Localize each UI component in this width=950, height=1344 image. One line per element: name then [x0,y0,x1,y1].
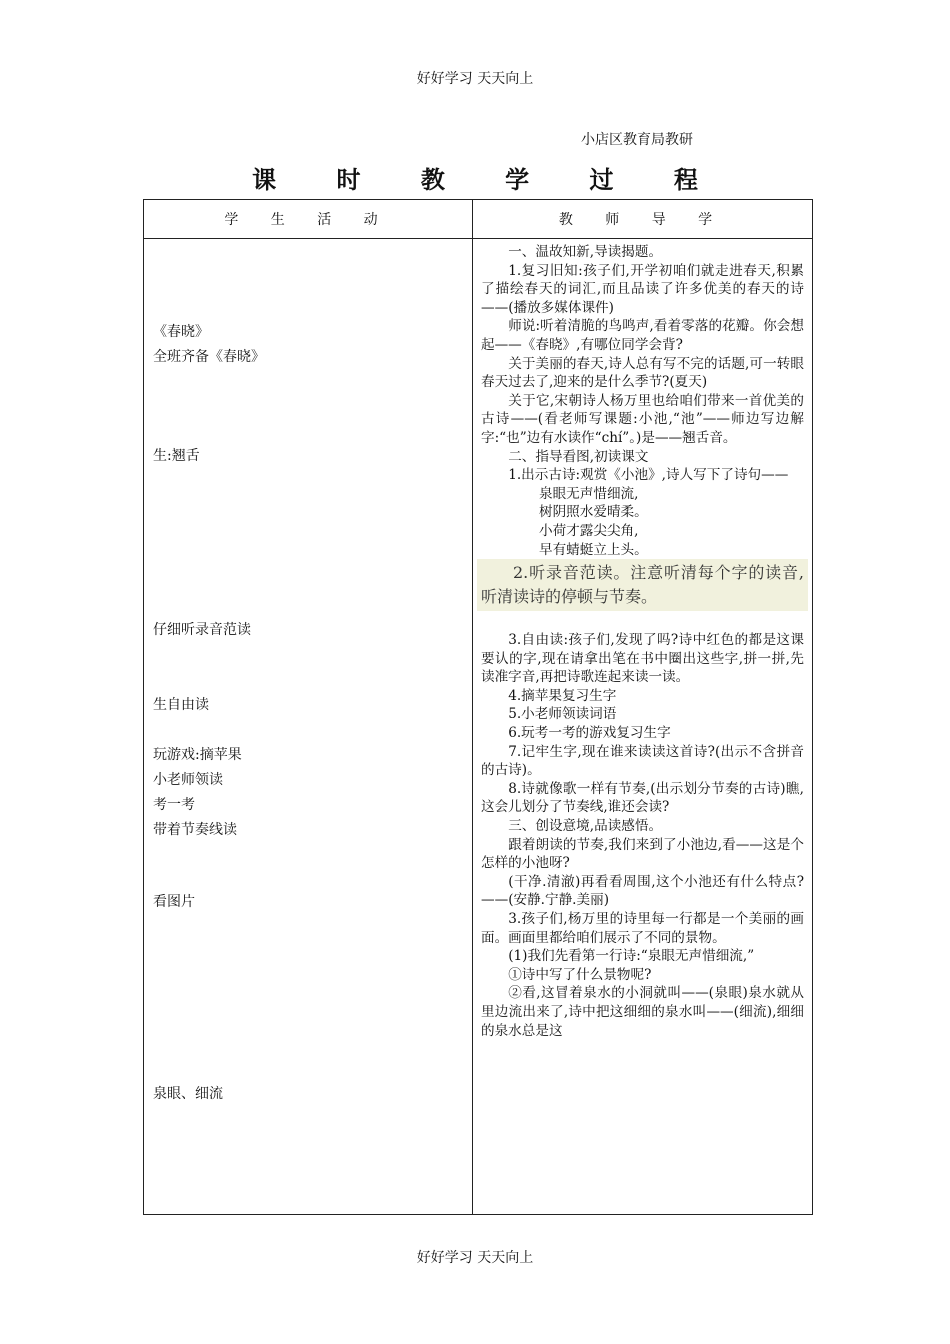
guide-paragraph: 关于它,宋朝诗人杨万里也给咱们带来一首优美的古诗——(看老师写课题:小池,“池”——师边写边解字:“也”边有水读作“chí”。)是——翘舌音。 [481,392,804,446]
guide-paragraph: (1)我们先看第一行诗:“泉眼无声惜细流,” [508,948,755,965]
header-teacher-guide: 教 师 导 学 [473,200,813,239]
poem-line: 泉眼无声惜细流, [539,485,639,502]
student-activity-item: 仔细听录音范读 [153,622,251,638]
highlighted-note [477,559,808,611]
guide-paragraph: 8.诗就像歌一样有节奏,(出示划分节奏的古诗)瞧,这会儿划分了节奏线,谁还会读? [481,780,804,816]
student-activity-item: 生:翘舌 [153,448,200,464]
poem-line: 小荷才露尖尖角, [539,522,639,539]
guide-paragraph: 跟着朗读的节奏,我们来到了小池边,看——这是个怎样的小池呀? [481,836,804,872]
guide-paragraph: ②看,这冒着泉水的小洞就叫——(泉眼)泉水就从里边流出来了,诗中把这细细的泉水叫——(细流),细细的泉水总是这 [481,985,804,1039]
poem-line: 树阴照水爱晴柔。 [539,504,648,521]
guide-paragraph: 1.出示古诗:观赏《小池》,诗人写下了诗句—— [508,467,789,484]
student-activity-item: 小老师领读 [153,772,223,788]
guide-paragraph: 3.自由读:孩子们,发现了吗?诗中红色的都是这课要认的字,现在请拿出笔在书中圈出这些字,拼一拼,先读准字音,再把诗歌连起来读一读。 [481,632,804,686]
header-student-activity: 学 生 活 动 [144,200,473,239]
guide-paragraph: 5.小老师领读词语 [508,706,617,723]
guide-paragraph: 7.记牢生字,现在谁来读读这首诗?(出示不含拼音的古诗)。 [481,743,804,779]
student-activity-item: 玩游戏:摘苹果 [153,747,242,763]
student-activity-cell [144,239,473,1215]
student-activity-item: 生自由读 [153,697,209,713]
guide-paragraph: 三、创设意境,品读感悟。 [508,818,663,835]
guide-paragraph: 一、温故知新,导读揭题。 [508,244,663,260]
spacer [481,611,804,631]
lesson-table [143,199,813,1215]
table-body-row [144,239,813,1215]
teacher-guide-cell [473,239,813,1215]
student-activity-item: 泉眼、细流 [153,1086,223,1102]
table-header-row [144,200,813,239]
footer-motto: 好好学习 天天向上 [416,1250,534,1266]
guide-paragraph: 3.孩子们,杨万里的诗里每一行都是一个美丽的画面。画面里都给咱们展示了不同的景物。 [481,911,804,946]
highlighted-note-text: 2.听录音范读。注意听清每个字的读音,听清读诗的停顿与节奏。 [481,563,804,607]
organization-label: 小店区教育局教研 [581,132,693,148]
student-activity-item: 全班齐备《春晓》 [153,349,265,365]
guide-paragraph: (干净.清澈)再看看周围,这个小池还有什么特点?——(安静.宁静.美丽) [481,873,804,909]
guide-paragraph: 师说:听着清脆的鸟鸣声,看着零落的花瓣。你会想起——《春晓》,有哪位同学会背? [481,318,804,353]
guide-paragraph: 6.玩考一考的游戏复习生字 [508,725,671,742]
page-title: 课 时 教 学 过 程 [252,165,724,194]
poem-line: 早有蜻蜓立上头。 [539,541,648,558]
guide-paragraph: ①诗中写了什么景物呢? [508,966,652,983]
guide-paragraph: 4.摘苹果复习生字 [508,687,617,704]
student-activity-item: 《春晓》 [153,324,209,340]
student-activity-item: 看图片 [153,894,195,910]
guide-paragraph: 关于美丽的春天,诗人总有写不完的话题,可一转眼春天过去了,迎来的是什么季节?(夏天) [481,355,804,391]
student-activity-item: 考一考 [153,797,195,813]
guide-paragraph: 1.复习旧知:孩子们,开学初咱们就走进春天,积累了描绘春天的词汇,而且品读了许多优美的春天的诗——(播放多媒体课件) [481,262,804,316]
guide-paragraph: 二、指导看图,初读课文 [508,448,649,465]
header-motto: 好好学习 天天向上 [416,71,534,87]
student-activity-item: 带着节奏线读 [153,822,237,838]
